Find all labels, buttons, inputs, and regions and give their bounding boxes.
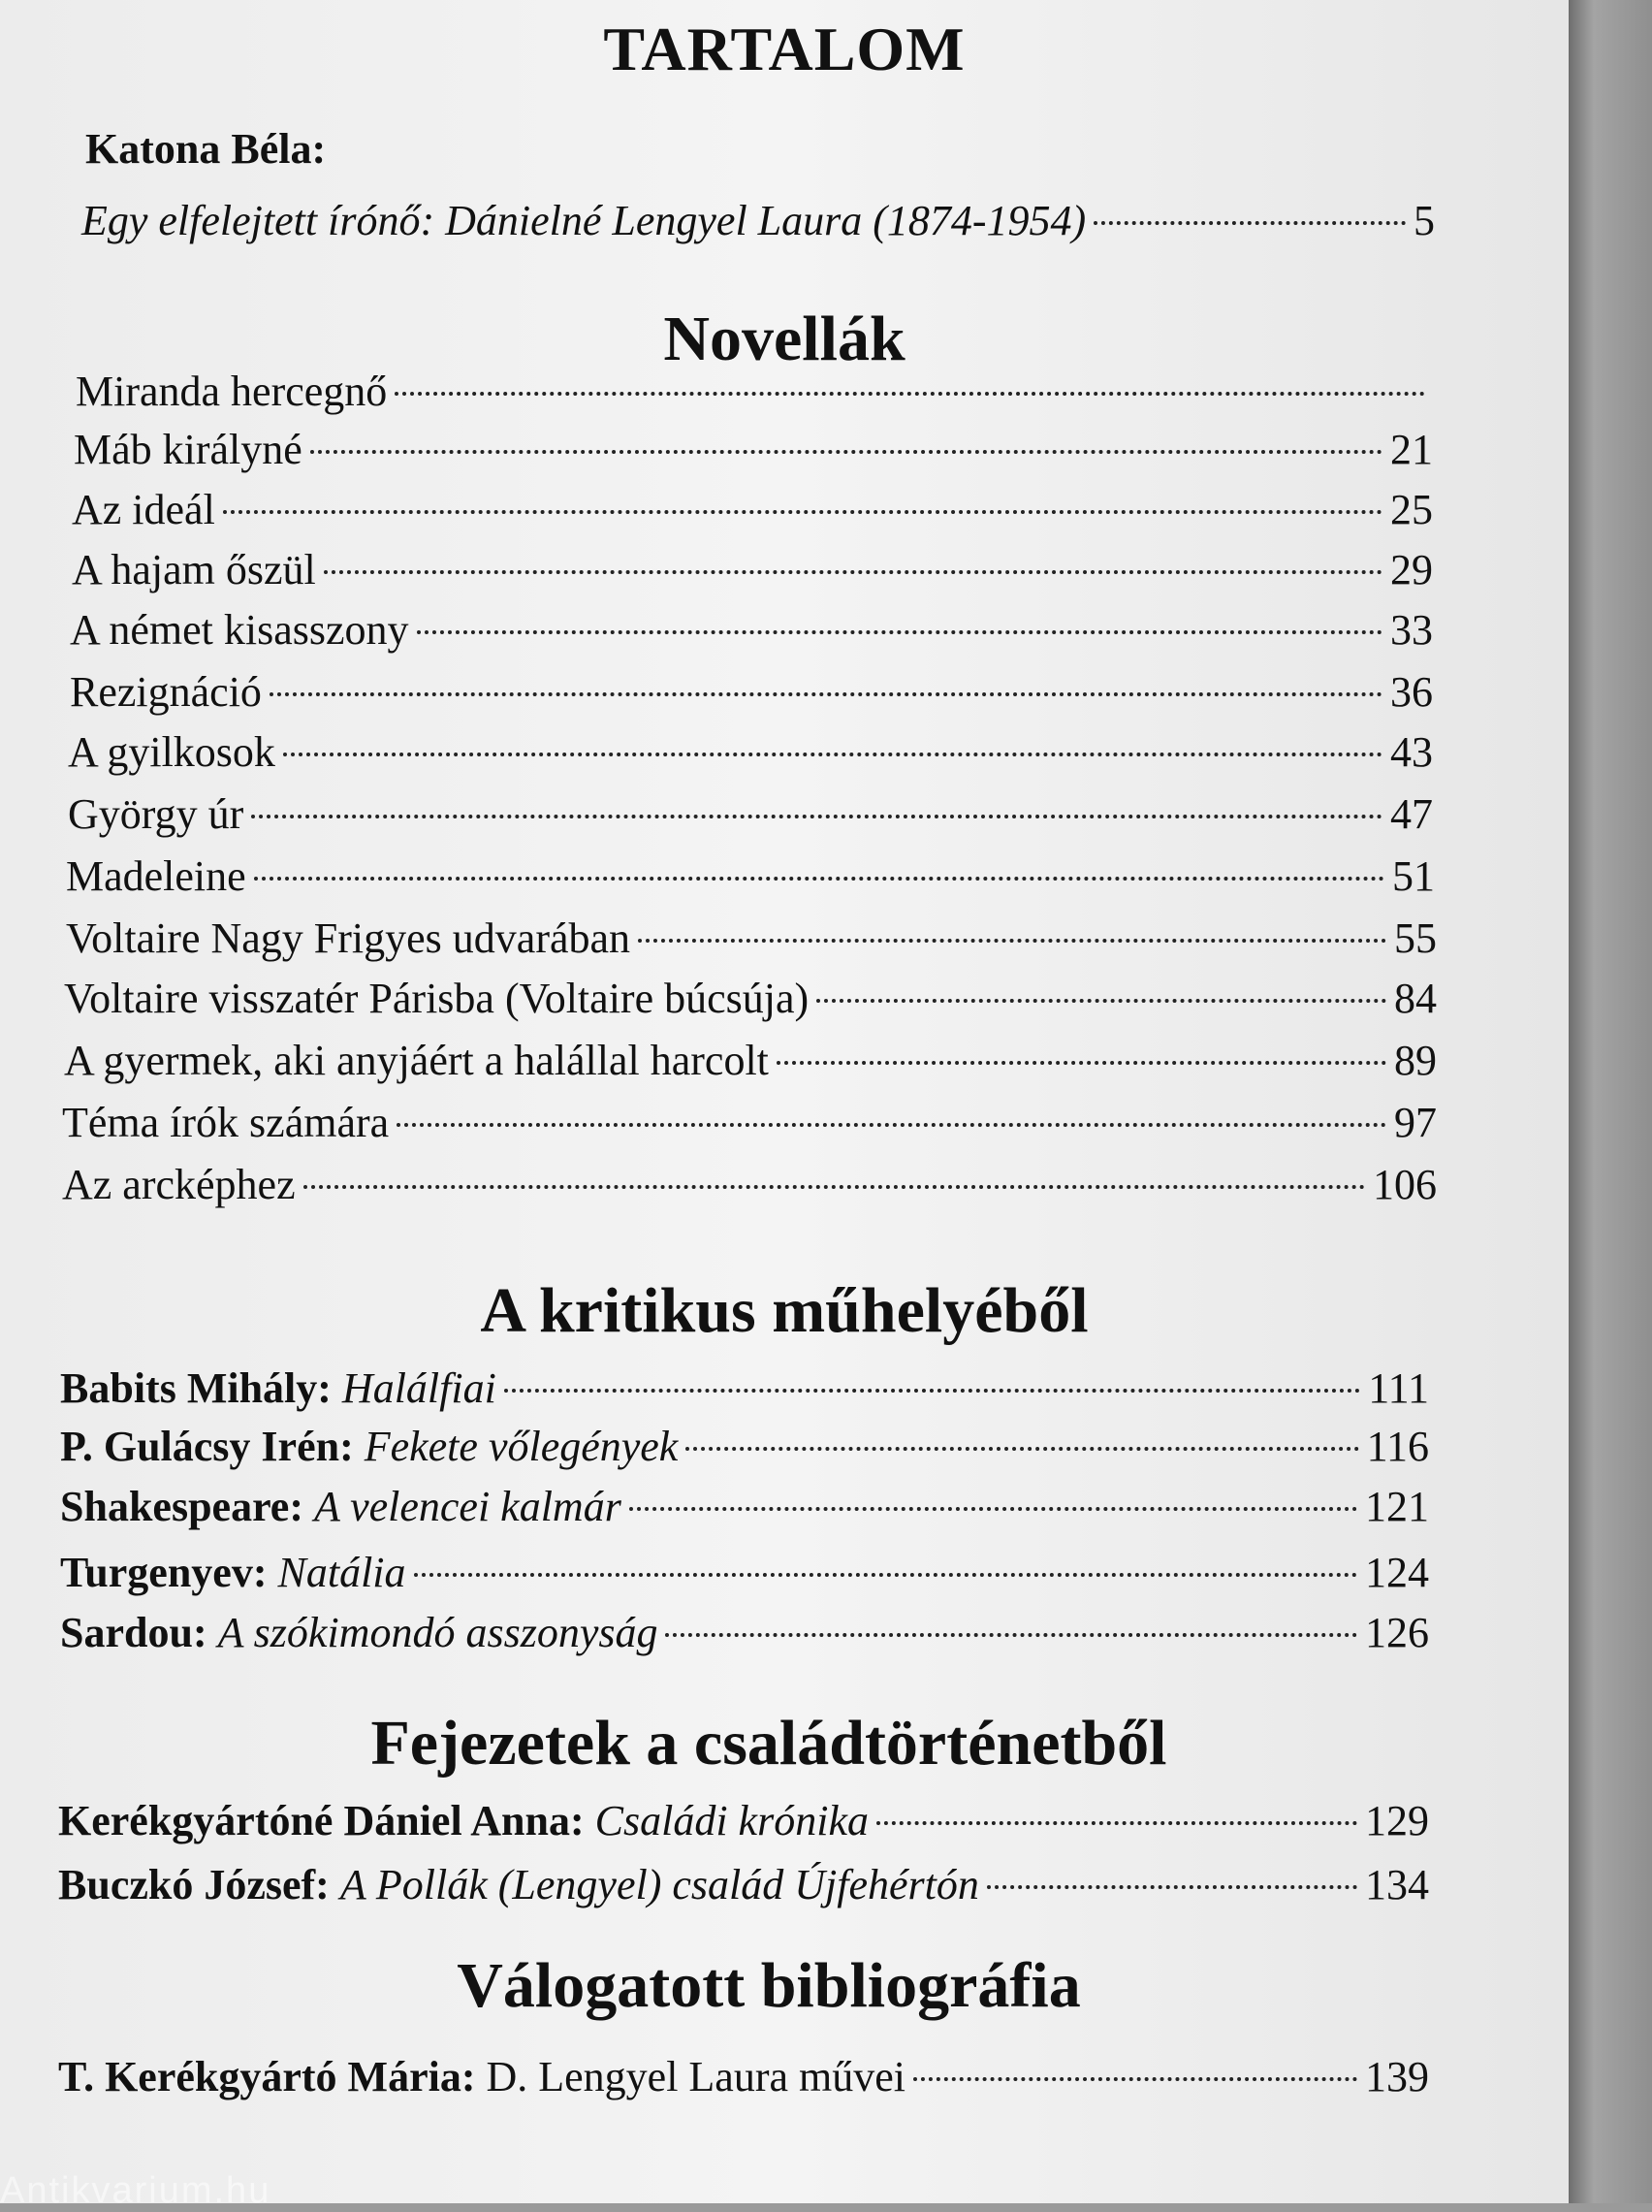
toc-entry xyxy=(58,1794,1429,1848)
toc-entry xyxy=(70,665,1433,720)
entry-title: Halálfiai xyxy=(341,1364,496,1412)
toc-entry xyxy=(60,1606,1429,1660)
toc-entry xyxy=(64,972,1437,1026)
entry-title: Fekete vőlegények xyxy=(364,1423,679,1470)
leader-dots xyxy=(417,630,1382,634)
entry-author: T. Kerékgyártó Mária: xyxy=(58,2053,476,2100)
toc-entry xyxy=(66,850,1435,904)
toc-entry xyxy=(62,1158,1437,1212)
leader-dots xyxy=(414,1573,1357,1577)
toc-entry xyxy=(60,1546,1429,1600)
page-number: 97 xyxy=(1394,1099,1437,1146)
page-number: 5 xyxy=(1414,197,1435,244)
page-number: 124 xyxy=(1365,1549,1429,1596)
leader-dots xyxy=(283,753,1382,756)
entry-title: A szókimondó asszonyság xyxy=(217,1609,658,1656)
entry-title: Máb királyné xyxy=(74,426,302,473)
toc-entry xyxy=(72,483,1433,537)
page-number: 129 xyxy=(1365,1797,1429,1844)
toc-heading: TARTALOM xyxy=(603,15,966,83)
entry-title: Családi krónika xyxy=(594,1797,869,1844)
entry-title: A velencei kalmár xyxy=(313,1483,621,1530)
page-number: 21 xyxy=(1390,426,1433,473)
entry-author: Shakespeare: xyxy=(60,1483,303,1530)
intro-author: Katona Béla: xyxy=(85,125,327,173)
leader-dots xyxy=(254,877,1384,881)
toc-entry xyxy=(68,725,1433,780)
toc-entry xyxy=(60,1420,1429,1474)
toc-entry xyxy=(60,1362,1429,1416)
toc-entry xyxy=(68,787,1433,842)
entry-title: Voltaire Nagy Frigyes udvarában xyxy=(66,914,631,962)
leader-dots xyxy=(665,1633,1357,1637)
entry-author: Kerékgyártóné Dániel Anna: xyxy=(58,1797,585,1844)
entry-title: A hajam őszül xyxy=(72,546,316,593)
page-number: 51 xyxy=(1392,852,1435,900)
toc-entry xyxy=(66,912,1437,966)
toc-entry xyxy=(70,603,1433,657)
section-heading-novellak: Novellák xyxy=(663,304,905,374)
page-number: 36 xyxy=(1390,668,1433,716)
entry-title: Téma írók számára xyxy=(62,1099,390,1146)
leader-dots xyxy=(324,570,1382,574)
page-number: 134 xyxy=(1365,1861,1429,1908)
page-number: 25 xyxy=(1390,486,1433,533)
page-number: 89 xyxy=(1394,1037,1437,1084)
section-heading-csalad: Fejezetek a családtörténetből xyxy=(370,1708,1167,1779)
page-number: 43 xyxy=(1390,728,1433,776)
leader-dots xyxy=(816,999,1386,1003)
leader-dots xyxy=(638,939,1386,943)
toc-entry xyxy=(62,1096,1437,1150)
leader-dots xyxy=(913,2077,1357,2081)
page-number: 126 xyxy=(1365,1609,1429,1656)
section-heading-kritikus: A kritikus műhelyéből xyxy=(480,1275,1089,1346)
entry-title: Madeleine xyxy=(66,852,246,900)
leader-dots xyxy=(397,1123,1386,1127)
entry-title: György úr xyxy=(68,790,244,838)
leader-dots xyxy=(777,1061,1386,1065)
leader-dots xyxy=(251,815,1382,818)
table-surface xyxy=(1569,0,1652,2203)
leader-dots xyxy=(1094,221,1406,225)
entry-author: Sardou: xyxy=(60,1609,207,1656)
toc-entry xyxy=(58,2050,1429,2104)
toc-entry xyxy=(64,1034,1437,1088)
intro-entry xyxy=(81,194,1435,248)
entry-title: A Pollák (Lengyel) család Újfehértón xyxy=(339,1861,979,1908)
intro-title: Egy elfelejtett írónő: Dánielné Lengyel Laura (1874-1954) xyxy=(81,197,1087,244)
leader-dots xyxy=(504,1389,1360,1393)
watermark: Antikvarium.hu xyxy=(0,2170,271,2211)
page-number: 121 xyxy=(1365,1483,1429,1530)
entry-author: P. Gulácsy Irén: xyxy=(60,1423,354,1470)
page-number: 84 xyxy=(1394,975,1437,1022)
leader-dots xyxy=(685,1447,1358,1451)
entry-title: Miranda hercegnő xyxy=(76,368,388,415)
leader-dots xyxy=(310,450,1382,454)
entry-title: A német kisasszony xyxy=(70,606,409,654)
entry-title: Az ideál xyxy=(72,486,215,533)
leader-dots xyxy=(876,1821,1357,1825)
leader-dots xyxy=(987,1885,1357,1889)
page-number: 111 xyxy=(1368,1364,1429,1412)
page-number: 29 xyxy=(1390,546,1433,593)
leader-dots xyxy=(270,692,1382,696)
entry-author: Babits Mihály: xyxy=(60,1364,332,1412)
entry-author: Turgenyev: xyxy=(60,1549,268,1596)
leader-dots xyxy=(303,1185,1365,1189)
page-number: 139 xyxy=(1365,2053,1429,2100)
leader-dots xyxy=(629,1507,1357,1511)
toc-entry xyxy=(76,365,1433,419)
page-number: 106 xyxy=(1373,1161,1437,1208)
page-number: 33 xyxy=(1390,606,1433,654)
entry-title: Natália xyxy=(277,1549,406,1596)
section-heading-bibliografia: Válogatott bibliográfia xyxy=(457,1950,1081,2021)
toc-entry xyxy=(72,543,1433,597)
entry-title: A gyilkosok xyxy=(68,728,275,776)
entry-author: Buczkó József: xyxy=(58,1861,330,1908)
entry-title: Az arcképhez xyxy=(62,1161,296,1208)
page-number: 55 xyxy=(1394,914,1437,962)
entry-title: D. Lengyel Laura művei xyxy=(486,2053,905,2100)
toc-entry xyxy=(60,1480,1429,1534)
entry-title: Voltaire visszatér Párisba (Voltaire búcsúja) xyxy=(64,975,810,1022)
leader-dots xyxy=(223,510,1382,514)
entry-title: A gyermek, aki anyjáért a halállal harcolt xyxy=(64,1037,769,1084)
entry-title: Rezignáció xyxy=(70,668,262,716)
toc-entry xyxy=(74,423,1433,477)
page-number: 47 xyxy=(1390,790,1433,838)
leader-dots xyxy=(395,392,1425,396)
page-number: 116 xyxy=(1366,1423,1429,1470)
toc-entry xyxy=(58,1858,1429,1912)
